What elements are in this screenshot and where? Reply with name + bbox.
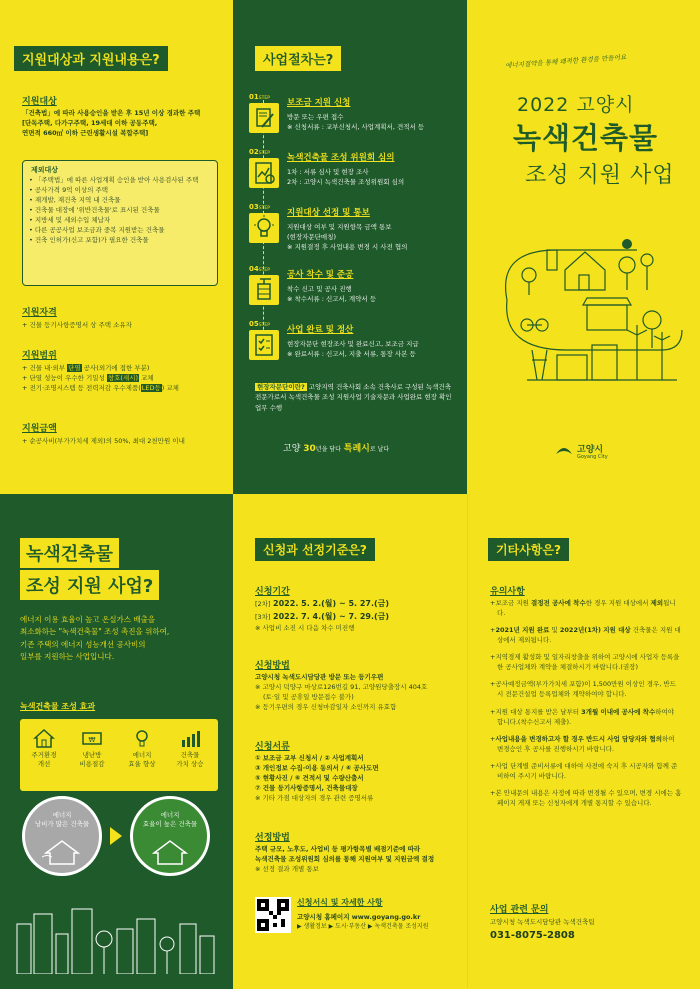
period-rows — [255, 598, 460, 633]
section-title-contact: 사업 관련 문의 — [490, 905, 549, 915]
criteria-body — [255, 844, 460, 874]
excluded-item: • 지방세 및 세외수입 체납자 — [29, 216, 111, 225]
intro-desc-line: 일부를 지원하는 사업입니다. — [20, 652, 115, 662]
excluded-item: • 공사가격 9억 이상의 주택 — [29, 186, 109, 195]
step-line: 1차 : 서류 심사 및 현장 조사 — [287, 168, 369, 176]
panel-support-target — [0, 0, 233, 494]
homepage-link[interactable]: 고양시청 홈페이지 www.goyang.go.kr — [297, 913, 421, 921]
section-title-period: 신청기간 — [255, 587, 290, 597]
effect-label: 주거환경 개선 — [31, 751, 57, 769]
slogan-part: 특례시 — [343, 444, 370, 454]
effects-title: 녹색건축물 조성 효과 — [20, 702, 96, 711]
bar-chart-icon — [170, 727, 210, 751]
lightbulb-icon — [249, 213, 279, 243]
goyang-logo-icon — [555, 444, 573, 458]
cover-year-title: 2022 고양시 — [517, 94, 635, 116]
step-line: ※ 착수서류 : 신고서, 계약서 등 — [287, 295, 377, 304]
method-note: ※ 고양시 덕양구 마상로126번길 91, 고양원당출장시 404호 — [255, 683, 428, 692]
note-item: +사업내용을 변경하고자 할 경우 반드시 사업 담당자와 협의하여 변경승인 후 공사를 진행하시기 바랍니다. — [490, 734, 675, 753]
green-city-illustration — [487, 230, 687, 395]
criteria-line: 녹색건축물 조성위원회 심의를 통해 지원여부 및 지원금액 결정 — [255, 855, 435, 864]
section-title-criteria: 선정방법 — [255, 833, 290, 843]
effect-label: 냉난방 비용절감 — [79, 751, 105, 769]
panel-procedure — [233, 0, 467, 494]
target-line: [단독주택, 다가구주택, 19세대 이하 공동주택, — [22, 119, 158, 128]
docs-item: ③ 개인정보 수집·이용 동의서 / ④ 공사도면 — [255, 764, 379, 773]
header-application: 신청과 선정기준은? — [255, 538, 375, 561]
method-body — [255, 672, 460, 712]
section-title-notes: 유의사항 — [490, 587, 525, 597]
step-line: 2차 : 고양시 녹색건축물 조성위원회 심의 — [287, 178, 405, 187]
step-desc — [287, 112, 465, 132]
panel-intro — [0, 494, 233, 989]
note-item: +공사예정금액(부가가치세 포함)이 1,500만원 이상인 경우, 반드시 전문건설업 등록업체와 계약하여야 합니다. — [490, 680, 676, 699]
section-title-amount: 지원금액 — [22, 424, 57, 434]
step-desc — [287, 222, 465, 252]
step-3 — [249, 203, 465, 261]
effect-item — [170, 727, 210, 769]
pen-paper-icon — [249, 103, 279, 133]
after-circle — [130, 796, 210, 876]
step-2 — [249, 148, 465, 206]
efficient-house-icon — [150, 839, 190, 865]
docs-item: ⑤ 현황사진 / ⑥ 견적서 및 수량산출서 — [255, 774, 364, 783]
effect-item — [72, 727, 112, 769]
effect-item — [24, 727, 64, 769]
intro-desc-line: 에너지 이용 효율이 높고 온실가스 배출을 — [20, 615, 156, 624]
excluded-item: • 재개발, 재건축 지역 내 건축물 — [29, 196, 121, 205]
step-line: 현장자문단 현장조사 및 완료신고, 보조금 지급 — [287, 340, 419, 348]
contact-phone[interactable]: 031-8075-2808 — [490, 930, 575, 941]
intro-desc-line: 기존 주택의 에너지 성능개선 공사비의 — [20, 639, 146, 649]
section-title-method: 신청방법 — [255, 661, 290, 671]
effect-label: 에너지 효율 향상 — [128, 751, 156, 769]
section-title-docs: 신청서류 — [255, 742, 290, 752]
target-line: 「건축법」에 따라 사용승인을 받은 후 15년 이상 경과한 주택 — [22, 109, 201, 117]
note-item: +사업 단계별 준비서류에 대하여 사전에 숙지 후 시공자와 함께 준비하여 주시기 바랍니다. — [490, 761, 678, 780]
building-icon — [249, 275, 279, 305]
docs-item: ① 보조금 교부 신청서 / ② 사업계획서 — [255, 754, 364, 762]
note-item: +보조금 지원 결정전 공사에 착수한 경우 지원 대상에서 제외됩니다. — [490, 599, 676, 618]
step-line: ※ 신청서류 : 교부신청서, 사업계획서, 견적서 등 — [287, 123, 425, 132]
step-line: 착수 신고 및 공사 진행 — [287, 285, 352, 293]
effect-item — [122, 727, 162, 769]
step-desc — [287, 339, 465, 359]
criteria-note: ※ 선정 결과 개별 통보 — [255, 865, 319, 874]
intro-title-line: 조성 지원 사업? — [20, 570, 159, 600]
step-number: 04STEP — [249, 265, 270, 273]
step-number: 01STEP — [249, 93, 270, 101]
slogan-part: 고양 — [283, 444, 301, 454]
step-4 — [249, 265, 465, 323]
docs-note: ※ 기타 가점 대상자의 경우 관련 증명서류 — [255, 794, 374, 803]
effect-label: 건축물 가치 상승 — [176, 751, 204, 769]
step-1 — [249, 93, 465, 151]
logo-en: Goyang City — [577, 454, 608, 460]
after-label: 에너지 효율이 높은 건축물 — [142, 811, 198, 829]
step-number: 03STEP — [249, 203, 270, 211]
note-item: +2021년 지원 완료 및 2022년(1차) 지원 대상 건축물은 지원 대상에서 제외됩니다. — [490, 626, 681, 645]
period-note: ※ 사업비 소진 시 다음 차수 미진행 — [255, 624, 355, 632]
excluded-item: • 건축 인허가(신고 포함)가 필요한 건축물 — [29, 236, 149, 245]
advisor-highlight: 현장자문단이란? — [257, 383, 305, 391]
step-title: 사업 완료 및 정산 — [287, 325, 354, 335]
cover-main-title: 녹색건축물 — [513, 121, 659, 155]
effects-box — [20, 719, 218, 791]
leaky-house-icon — [42, 839, 82, 865]
menu-path: ▶ 생활정보 ▶ 도시·부동산 ▶ 녹색건축물 조성지원 — [297, 923, 429, 931]
scope-item: + 단열 성능이 우수한 기밀성 창호(새시) 교체 — [22, 374, 154, 383]
step-5 — [249, 320, 465, 378]
slogan — [283, 441, 418, 463]
amount-item: + 순공사비(부가가치세 제외)의 50%, 최대 2천만원 이내 — [22, 437, 185, 445]
note-item: +지역경제 활성화 및 일자리창출을 위하여 고양시에 사업자 등록을 한 공사업체와 계약을 체결하시기 바랍니다.(권장) — [490, 653, 680, 672]
step-desc — [287, 284, 465, 304]
logo-name: 고양시 — [577, 445, 604, 455]
period-row: [3차] 2022. 7. 4.(월) ~ 7. 29.(금) — [255, 612, 390, 621]
method-note: (토·일 및 공휴일 방문접수 불가) — [263, 693, 354, 702]
excluded-item: • 다른 공공사업 보조금과 중복 지원받는 건축물 — [29, 226, 165, 235]
advisor-note — [255, 382, 455, 413]
step-desc — [287, 167, 465, 187]
bulb-icon — [122, 727, 162, 751]
step-line: 지원대상 여부 및 지원항목 금액 통보 — [287, 223, 392, 231]
panel-cover — [467, 0, 700, 494]
panel-application — [233, 494, 467, 989]
target-line: 연면적 660㎡ 이하 근린생활시설 복합주택] — [22, 129, 149, 138]
panel-other — [467, 494, 700, 989]
more-info — [297, 897, 462, 931]
intro-description — [20, 614, 225, 664]
step-line: 방문 또는 우편 접수 — [287, 113, 344, 121]
excluded-title: 제외대상 — [31, 166, 59, 174]
scope-list — [22, 363, 227, 393]
before-circle — [22, 796, 102, 876]
slogan-part: 년을 담다 — [315, 446, 341, 453]
checklist-icon — [249, 330, 279, 360]
header-other: 기타사항은? — [488, 538, 569, 561]
money-icon — [72, 727, 112, 751]
criteria-line: 주택 규모, 노후도, 사업비 등 평가항목별 배점기준에 따라 — [255, 845, 421, 853]
city-skyline-illustration — [12, 894, 222, 974]
step-title: 지원대상 선정 및 통보 — [287, 208, 370, 218]
more-title: 신청서식 및 자세한 사항 — [297, 898, 383, 907]
slogan-part: 로 날다 — [369, 446, 390, 453]
header-support-target: 지원대상과 지원내용은? — [14, 46, 168, 71]
advisor-text: 고양지역 건축사회 소속 건축사로 구성된 녹색건축 전문가로서 녹색건축물 조성 지원사업 기술자문과 사업완료 현장 확인업무 수행 — [255, 383, 452, 412]
notes-list — [490, 598, 682, 815]
house-icon — [24, 727, 64, 751]
step-title: 보조금 지원 신청 — [287, 98, 351, 108]
step-number: 05STEP — [249, 320, 270, 328]
intro-title-line: 녹색건축물 — [20, 538, 119, 568]
note-item: +지원 대상 통지를 받은 날부터 3개월 이내에 공사에 착수하여야 합니다.(착수신고서 제출). — [490, 707, 675, 726]
cover-sub-title: 조성 지원 사업 — [525, 163, 675, 188]
excluded-item: • 「주택법」에 따른 사업계획 승인을 받아 사용검사된 주택 — [29, 176, 199, 184]
method-lead: 고양시청 녹색도시담당관 방문 또는 등기우편 — [255, 673, 384, 681]
note-item: +본 안내문의 내용은 사정에 따라 변경될 수 있으며, 변경 시에는 홈페이지 게재 또는 신청자에게 개별 통지할 수 있습니다. — [490, 788, 682, 807]
intro-title — [20, 538, 159, 600]
header-procedure: 사업절차는? — [255, 46, 341, 71]
scope-item: + 건물 내·외부 단열 공사(외기에 접한 부분) — [22, 364, 150, 372]
step-line: ※ 완료서류 : 신고서, 지출 서류, 통장 사본 등 — [287, 350, 416, 359]
target-box — [22, 108, 222, 138]
section-title-target: 지원대상 — [22, 97, 57, 107]
section-title-qualification: 지원자격 — [22, 308, 57, 318]
arrow-icon — [110, 827, 122, 845]
excluded-box — [22, 160, 218, 286]
contact-org: 고양시청 녹색도시담당관 녹색건축팀 — [490, 918, 595, 926]
method-note: ※ 등기우편의 경우 신청마감일자 소인까지 유효함 — [255, 703, 397, 712]
section-title-scope: 지원범위 — [22, 351, 57, 361]
handwriting-slogan: 에너지절약을 통해 쾌적한 환경을 만들어요 — [504, 53, 627, 70]
slogan-part: 30 — [303, 444, 316, 454]
step-line: (현장자문단매칭) — [287, 233, 337, 242]
svg-text:₩: ₩ — [88, 736, 96, 744]
qr-code-icon[interactable] — [255, 897, 291, 933]
before-label: 에너지 낭비가 많은 건축물 — [34, 811, 90, 829]
qualification-item: + 건물 등기사항증명서 상 주택 소유자 — [22, 321, 132, 329]
docs-body — [255, 753, 460, 803]
excluded-item: • 건축물 대장에 '위반건축물'로 표시된 건축물 — [29, 206, 160, 215]
period-row: [2차] 2022. 5. 2.(월) ~ 5. 27.(금) — [255, 599, 390, 608]
chart-doc-icon — [249, 158, 279, 188]
docs-item: ⑦ 건물 등기사항증명서, 건축물대장 — [255, 784, 358, 793]
step-title: 녹색건축물 조성 위원회 심의 — [287, 153, 395, 163]
step-title: 공사 착수 및 준공 — [287, 270, 354, 280]
step-number: 02STEP — [249, 148, 270, 156]
scope-item: + 전기·조명시스템 등 전력저감 우수제품(LED등) 교체 — [22, 384, 179, 393]
step-line: ※ 지원결정 후 사업내용 변경 시 사전 협의 — [287, 243, 408, 252]
intro-desc-line: 최소화하는 "녹색건축물" 조성 촉진을 위하여, — [20, 627, 170, 637]
